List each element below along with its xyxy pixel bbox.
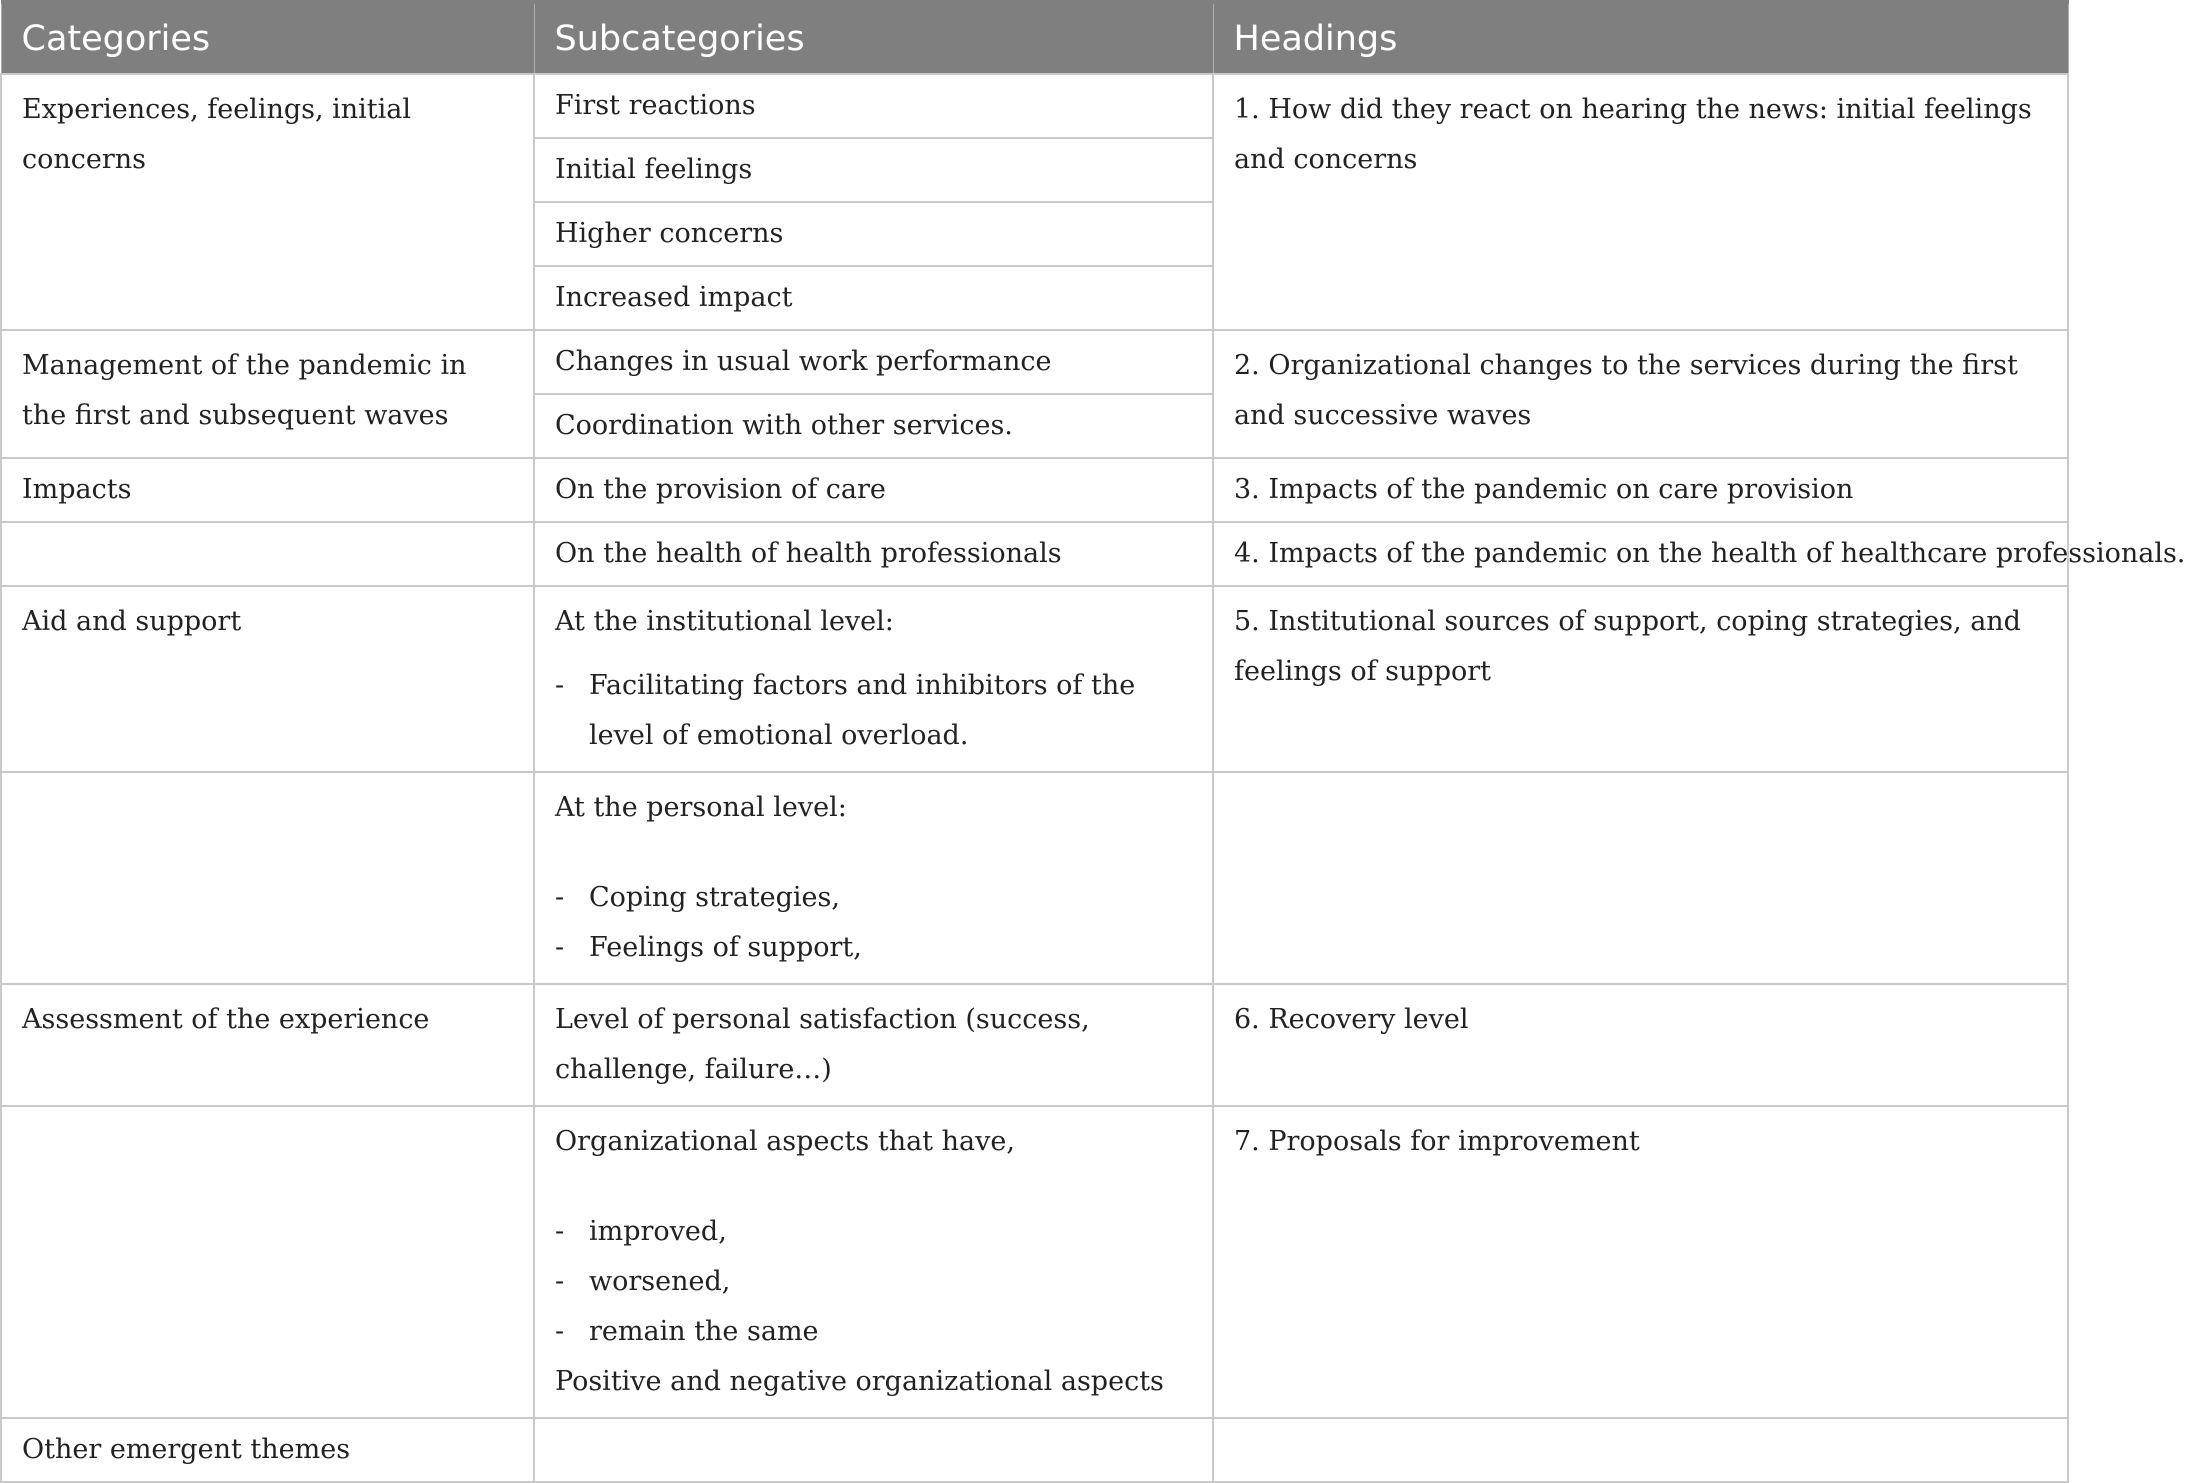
category-cell [1, 522, 534, 586]
subcategory-list [555, 873, 1192, 973]
subcategory-outro: Positive and negative organizational aspects [555, 1366, 1164, 1397]
category-cell: Aid and support [1, 586, 534, 772]
category-cell: Assessment of the experience [1, 984, 534, 1106]
subcategory-cell: On the provision of care [534, 458, 1213, 522]
spacer [555, 1167, 1192, 1207]
category-cell: Other emergent themes [1, 1418, 534, 1482]
subcategory-cell: Increased impact [534, 266, 1213, 330]
table-row [1, 458, 2068, 522]
table-row [1, 74, 2068, 138]
heading-cell: 7. Proposals for improvement [1213, 1106, 2068, 1418]
table-row [1, 522, 2068, 586]
subcategory-cell [534, 1106, 1213, 1418]
table-row [1, 984, 2068, 1106]
table-row [1, 772, 2068, 984]
heading-cell: 1. How did they react on hearing the news: initial feelings and concerns [1213, 74, 2068, 330]
category-cell: Management of the pandemic in the first and subsequent waves [1, 330, 534, 458]
list-item: - Coping strategies, [555, 873, 1192, 923]
subcategory-cell: On the health of health professionals [534, 522, 1213, 586]
subcategory-cell: Coordination with other services. [534, 394, 1213, 458]
heading-cell: 3. Impacts of the pandemic on care provision [1213, 458, 2068, 522]
table-row [1, 330, 2068, 394]
list-item: - improved, [555, 1207, 1192, 1257]
subcategory-cell: First reactions [534, 74, 1213, 138]
subcategory-cell: Initial feelings [534, 138, 1213, 202]
subcategory-cell [534, 586, 1213, 772]
heading-cell: 6. Recovery level [1213, 984, 2068, 1106]
subcategory-list [555, 661, 1192, 761]
heading-cell [1213, 772, 2068, 984]
table-row [1, 586, 2068, 772]
list-item: - worsened, [555, 1257, 1192, 1307]
header-row [1, 2, 2068, 74]
subcategory-cell [534, 772, 1213, 984]
list-item: - remain the same [555, 1307, 1192, 1357]
subcategory-intro: At the personal level: [555, 792, 847, 823]
header-headings: Headings [1213, 2, 2068, 74]
subcategory-intro: At the institutional level: [555, 606, 894, 637]
category-cell: Impacts [1, 458, 534, 522]
spacer [555, 833, 1192, 873]
heading-cell: 4. Impacts of the pandemic on the health of healthcare professionals. [1213, 522, 2068, 586]
list-item: - Facilitating factors and inhibitors of the level of emotional overload. [555, 661, 1192, 761]
heading-cell: 2. Organizational changes to the services during the first and successive waves [1213, 330, 2068, 458]
category-cell [1, 1106, 534, 1418]
table-row [1, 1418, 2068, 1482]
header-subcategories: Subcategories [534, 2, 1213, 74]
subcategory-cell: Higher concerns [534, 202, 1213, 266]
category-cell [1, 772, 534, 984]
list-item: - Feelings of support, [555, 923, 1192, 973]
subcategory-list [555, 1207, 1192, 1357]
heading-cell [1213, 1418, 2068, 1482]
subcategory-cell: Level of personal satisfaction (success, challenge, failure…) [534, 984, 1213, 1106]
subcategory-cell: Changes in usual work performance [534, 330, 1213, 394]
subcategory-cell [534, 1418, 1213, 1482]
header-categories: Categories [1, 2, 534, 74]
category-cell: Experiences, feelings, initial concerns [1, 74, 534, 330]
table-row [1, 1106, 2068, 1418]
heading-cell: 5. Institutional sources of support, coping strategies, and feelings of support [1213, 586, 2068, 772]
subcategory-intro: Organizational aspects that have, [555, 1126, 1015, 1157]
